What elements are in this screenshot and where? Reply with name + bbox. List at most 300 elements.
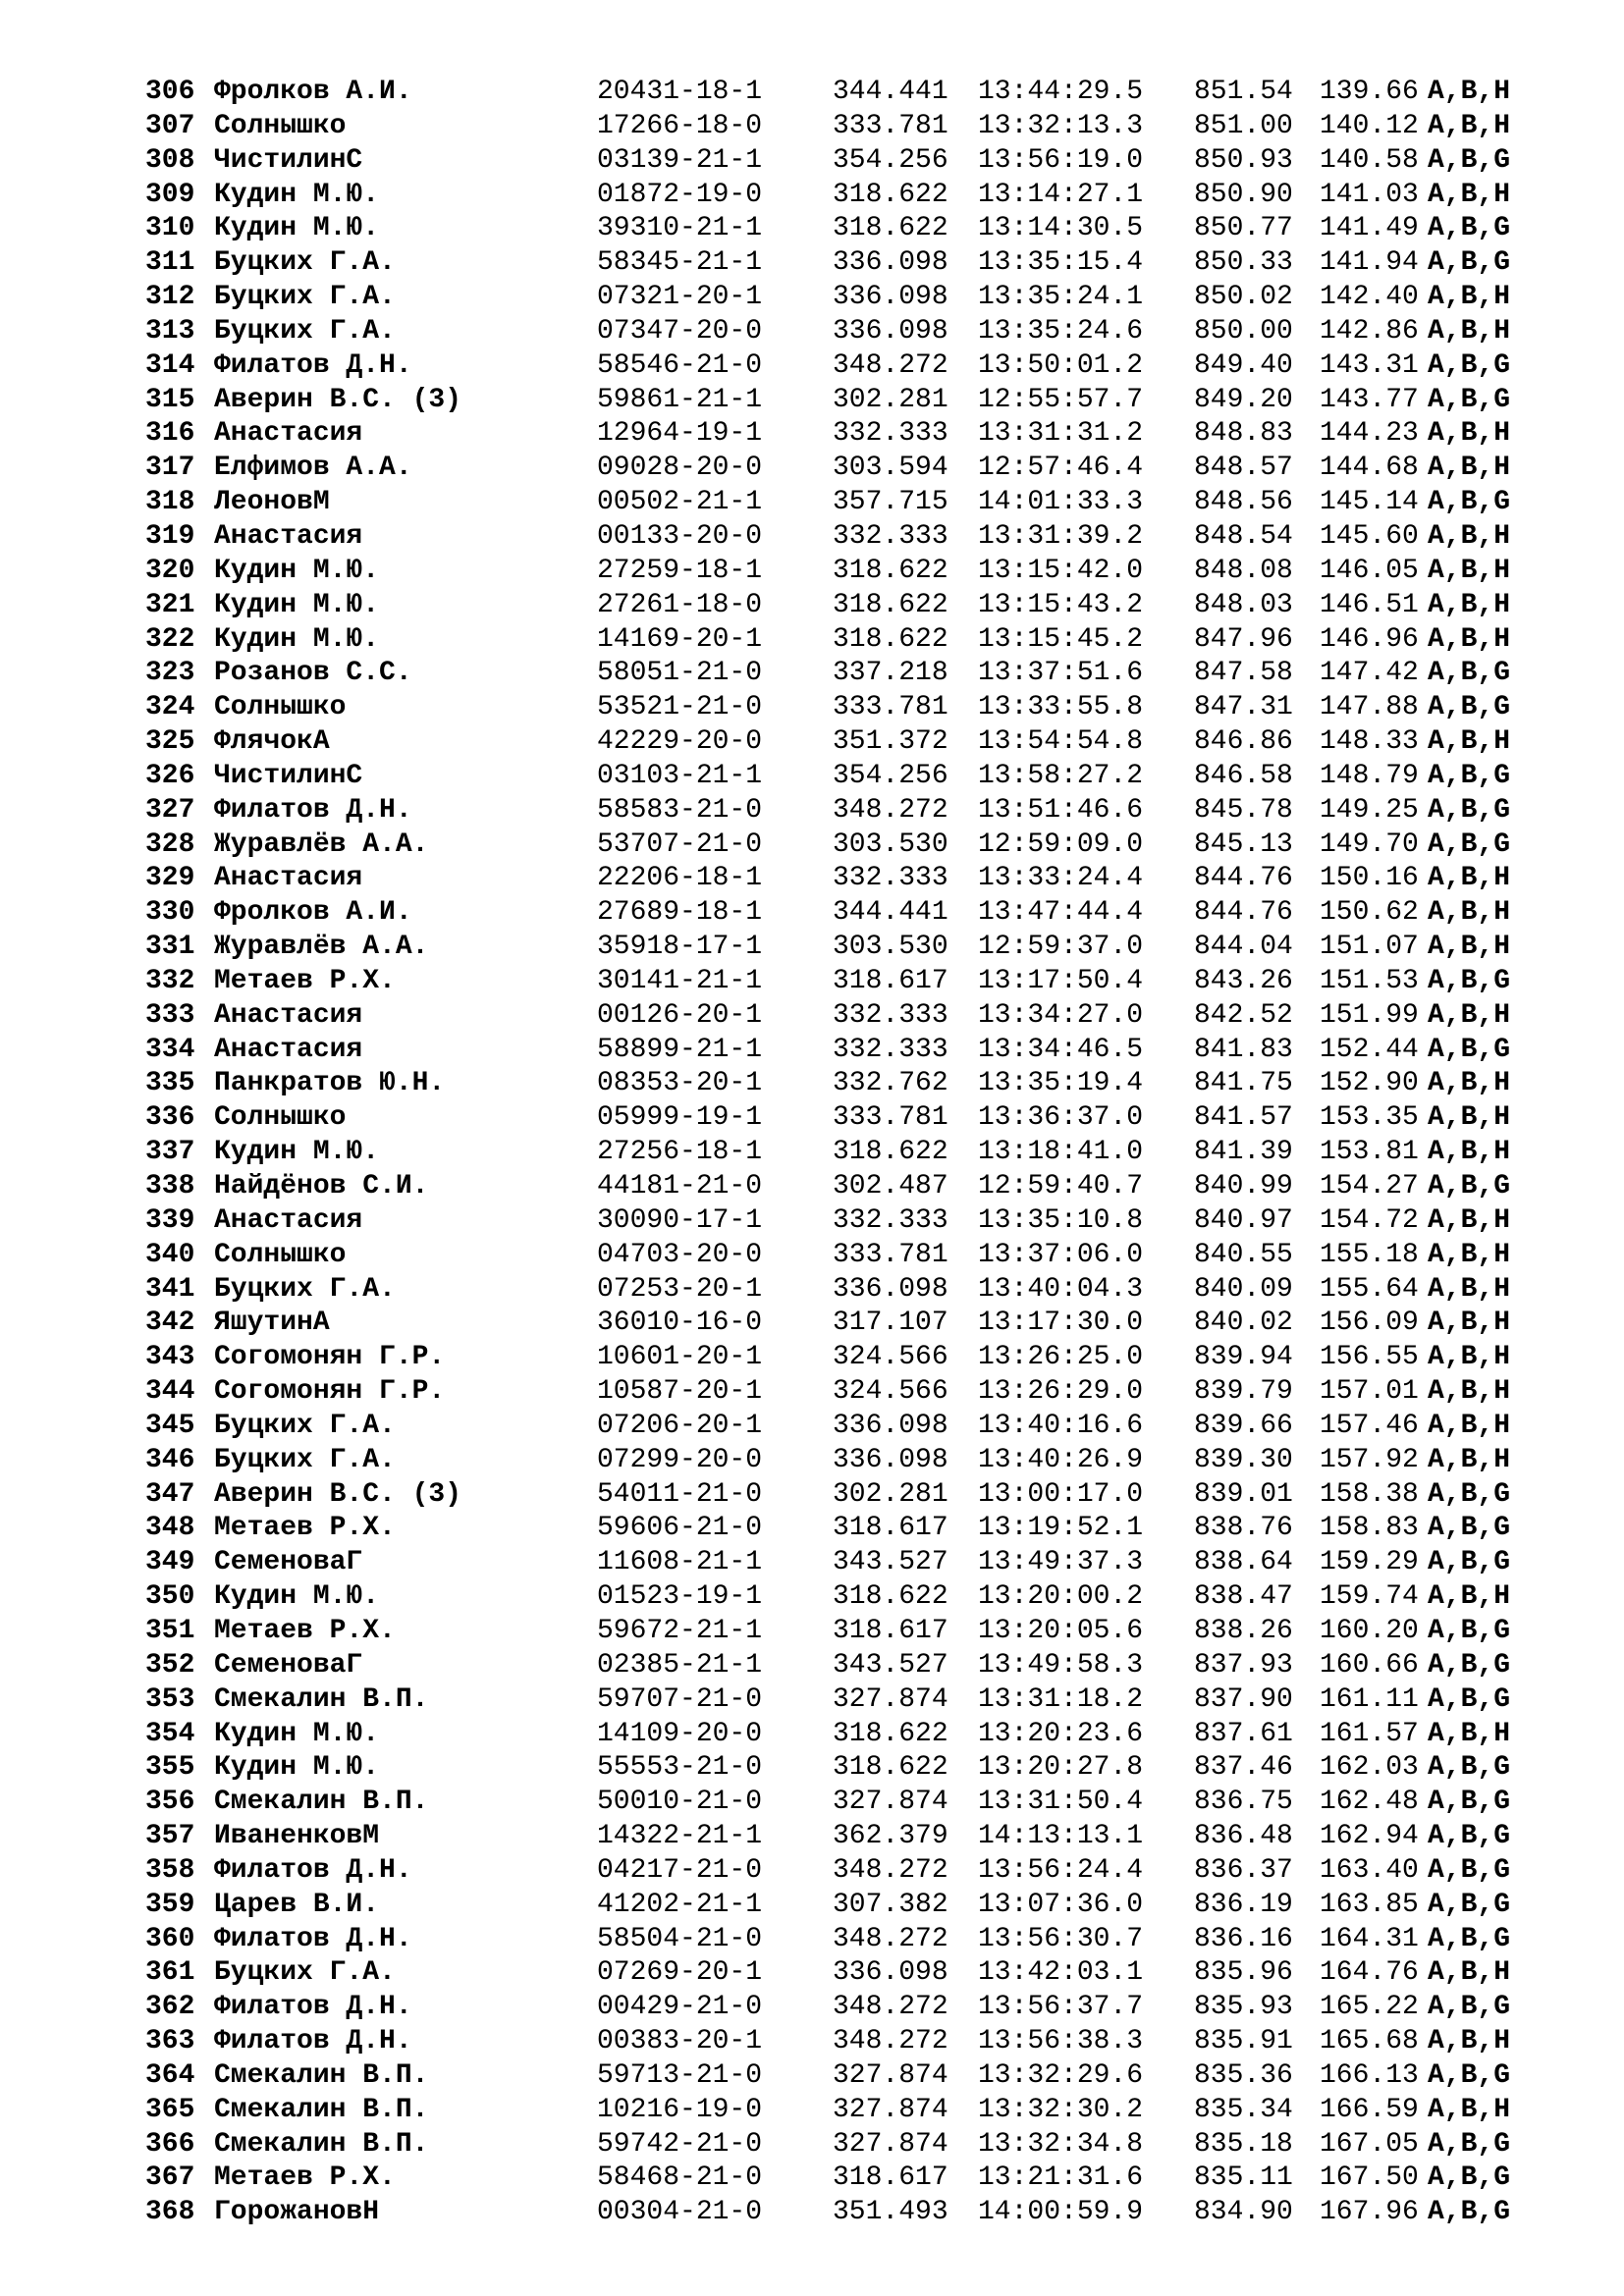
participant-name-cell: Смекалин В.П. [214,1683,429,1715]
table-row [145,1580,1579,1615]
points-cell: 152.90 [1320,1068,1419,1099]
categories-cell: A,B,G [1428,1787,1511,1818]
ring-number-cell: 17266-18-0 [597,110,763,141]
speed-cell: 836.19 [1194,1889,1293,1920]
points-cell: 150.62 [1320,897,1419,929]
arrival-time-cell: 13:17:50.4 [978,965,1144,996]
points-cell: 161.11 [1320,1683,1419,1715]
participant-name-cell: Солнышко [214,1239,347,1270]
speed-cell: 834.90 [1194,2197,1293,2228]
ring-number-cell: 44181-21-0 [597,1171,763,1201]
participant-name-cell: ЧистилинС [214,760,363,791]
participant-name-cell: Филатов Д.Н. [214,1854,412,1886]
place-number-cell: 308 [145,144,195,176]
distance-cell: 318.622 [833,555,948,586]
ring-number-cell: 27261-18-0 [597,589,763,620]
arrival-time-cell: 13:26:29.0 [978,1376,1144,1408]
speed-cell: 839.01 [1194,1478,1293,1510]
points-cell: 143.31 [1320,349,1419,381]
points-cell: 162.94 [1320,1821,1419,1852]
ring-number-cell: 22206-18-1 [597,863,763,894]
arrival-time-cell: 14:00:59.9 [978,2197,1144,2228]
ring-number-cell: 03139-21-1 [597,144,763,176]
categories-cell: A,B,H [1428,1068,1511,1099]
categories-cell: A,B,H [1428,1308,1511,1339]
categories-cell: A,B,H [1428,282,1511,313]
arrival-time-cell: 13:37:51.6 [978,658,1144,689]
ring-number-cell: 07269-20-1 [597,1957,763,1989]
arrival-time-cell: 13:00:17.0 [978,1478,1144,1510]
table-row [145,1273,1579,1308]
speed-cell: 850.77 [1194,213,1293,244]
speed-cell: 837.46 [1194,1752,1293,1784]
speed-cell: 838.76 [1194,1513,1293,1544]
points-cell: 155.18 [1320,1239,1419,1270]
table-row [145,2196,1579,2230]
categories-cell: A,B,H [1428,1239,1511,1270]
table-row [145,1341,1579,1375]
points-cell: 164.76 [1320,1957,1419,1989]
categories-cell: A,B,H [1428,110,1511,141]
speed-cell: 836.16 [1194,1923,1293,1954]
table-row [145,931,1579,965]
place-number-cell: 361 [145,1957,195,1989]
categories-cell: A,B,G [1428,828,1511,860]
table-row [145,2059,1579,2094]
ring-number-cell: 59742-21-0 [597,2128,763,2160]
distance-cell: 336.098 [833,247,948,279]
ring-number-cell: 55553-21-0 [597,1752,763,1784]
arrival-time-cell: 13:36:37.0 [978,1102,1144,1134]
distance-cell: 333.781 [833,1102,948,1134]
categories-cell: A,B,H [1428,1102,1511,1134]
speed-cell: 848.08 [1194,555,1293,586]
distance-cell: 336.098 [833,1444,948,1475]
ring-number-cell: 58546-21-0 [597,349,763,381]
ring-number-cell: 07253-20-1 [597,1273,763,1305]
categories-cell: A,B,H [1428,1204,1511,1236]
participant-name-cell: ФлячокА [214,726,330,758]
distance-cell: 332.333 [833,520,948,552]
place-number-cell: 309 [145,179,195,210]
distance-cell: 362.379 [833,1821,948,1852]
distance-cell: 303.594 [833,453,948,484]
table-row [145,246,1579,281]
arrival-time-cell: 13:20:00.2 [978,1581,1144,1613]
distance-cell: 318.622 [833,1752,948,1784]
participant-name-cell: Согомонян Г.Р. [214,1376,446,1408]
table-row [145,1170,1579,1204]
categories-cell: A,B,G [1428,247,1511,279]
participant-name-cell: Кудин М.Ю. [214,623,380,655]
speed-cell: 840.97 [1194,1204,1293,1236]
place-number-cell: 324 [145,692,195,723]
participant-name-cell: Буцких Г.А. [214,1273,396,1305]
distance-cell: 333.781 [833,1239,948,1270]
participant-name-cell: Фролков А.И. [214,897,412,929]
ring-number-cell: 35918-17-1 [597,932,763,963]
arrival-time-cell: 13:33:24.4 [978,863,1144,894]
table-row [145,384,1579,418]
arrival-time-cell: 13:32:29.6 [978,2059,1144,2091]
place-number-cell: 319 [145,520,195,552]
distance-cell: 337.218 [833,658,948,689]
place-number-cell: 307 [145,110,195,141]
ring-number-cell: 09028-20-0 [597,453,763,484]
points-cell: 144.23 [1320,418,1419,450]
arrival-time-cell: 13:56:30.7 [978,1923,1144,1954]
distance-cell: 332.333 [833,863,948,894]
points-cell: 151.53 [1320,965,1419,996]
ring-number-cell: 20431-18-1 [597,77,763,107]
arrival-time-cell: 13:15:45.2 [978,623,1144,655]
participant-name-cell: Аверин В.С. (3) [214,384,462,415]
arrival-time-cell: 13:26:25.0 [978,1342,1144,1373]
arrival-time-cell: 12:57:46.4 [978,453,1144,484]
place-number-cell: 352 [145,1649,195,1681]
ring-number-cell: 59707-21-0 [597,1683,763,1715]
arrival-time-cell: 13:37:06.0 [978,1239,1144,1270]
participant-name-cell: ЯшутинА [214,1308,330,1339]
participant-name-cell: Фролков А.И. [214,77,412,107]
table-row [145,623,1579,658]
speed-cell: 850.90 [1194,179,1293,210]
table-row [145,110,1579,144]
ring-number-cell: 30090-17-1 [597,1204,763,1236]
categories-cell: A,B,H [1428,2094,1511,2125]
table-row [145,1786,1579,1820]
categories-cell: A,B,H [1428,418,1511,450]
points-cell: 166.13 [1320,2059,1419,2091]
place-number-cell: 342 [145,1308,195,1339]
place-number-cell: 345 [145,1410,195,1441]
ring-number-cell: 00429-21-0 [597,1992,763,2023]
table-row [145,179,1579,213]
ring-number-cell: 07299-20-0 [597,1444,763,1475]
categories-cell: A,B,G [1428,487,1511,518]
points-cell: 158.83 [1320,1513,1419,1544]
arrival-time-cell: 12:59:09.0 [978,828,1144,860]
arrival-time-cell: 13:40:04.3 [978,1273,1144,1305]
table-row [145,1067,1579,1101]
distance-cell: 351.372 [833,726,948,758]
table-row [145,2162,1579,2196]
distance-cell: 333.781 [833,692,948,723]
ring-number-cell: 04217-21-0 [597,1854,763,1886]
place-number-cell: 341 [145,1273,195,1305]
participant-name-cell: Царев В.И. [214,1889,380,1920]
table-row [145,1718,1579,1752]
distance-cell: 354.256 [833,144,948,176]
points-cell: 167.05 [1320,2128,1419,2160]
participant-name-cell: Филатов Д.Н. [214,794,412,826]
ring-number-cell: 50010-21-0 [597,1787,763,1818]
table-row [145,1820,1579,1854]
participant-name-cell: Филатов Д.Н. [214,1992,412,2023]
place-number-cell: 355 [145,1752,195,1784]
place-number-cell: 347 [145,1478,195,1510]
distance-cell: 318.617 [833,1615,948,1646]
categories-cell: A,B,G [1428,760,1511,791]
categories-cell: A,B,G [1428,213,1511,244]
distance-cell: 327.874 [833,2059,948,2091]
speed-cell: 837.93 [1194,1649,1293,1681]
ring-number-cell: 42229-20-0 [597,726,763,758]
points-cell: 147.88 [1320,692,1419,723]
points-cell: 153.35 [1320,1102,1419,1134]
categories-cell: A,B,H [1428,1957,1511,1989]
categories-cell: A,B,G [1428,658,1511,689]
points-cell: 145.60 [1320,520,1419,552]
ring-number-cell: 27689-18-1 [597,897,763,929]
ring-number-cell: 10601-20-1 [597,1342,763,1373]
place-number-cell: 344 [145,1376,195,1408]
categories-cell: A,B,H [1428,520,1511,552]
speed-cell: 848.54 [1194,520,1293,552]
table-row [145,281,1579,315]
categories-cell: A,B,H [1428,179,1511,210]
distance-cell: 303.530 [833,932,948,963]
ring-number-cell: 59861-21-1 [597,384,763,415]
distance-cell: 327.874 [833,2128,948,2160]
speed-cell: 844.04 [1194,932,1293,963]
points-cell: 154.27 [1320,1171,1419,1201]
arrival-time-cell: 13:17:30.0 [978,1308,1144,1339]
distance-cell: 333.781 [833,110,948,141]
participant-name-cell: Кудин М.Ю. [214,1581,380,1613]
table-row [145,1991,1579,2025]
categories-cell: A,B,H [1428,726,1511,758]
speed-cell: 848.03 [1194,589,1293,620]
categories-cell: A,B,H [1428,1718,1511,1749]
categories-cell: A,B,H [1428,897,1511,929]
ring-number-cell: 08353-20-1 [597,1068,763,1099]
speed-cell: 838.47 [1194,1581,1293,1613]
points-cell: 144.68 [1320,453,1419,484]
points-cell: 163.85 [1320,1889,1419,1920]
speed-cell: 850.33 [1194,247,1293,279]
participant-name-cell: Буцких Г.А. [214,1410,396,1441]
participant-name-cell: Кудин М.Ю. [214,589,380,620]
speed-cell: 849.40 [1194,349,1293,381]
participant-name-cell: Кудин М.Ю. [214,1718,380,1749]
points-cell: 159.29 [1320,1547,1419,1578]
distance-cell: 344.441 [833,897,948,929]
ring-number-cell: 11608-21-1 [597,1547,763,1578]
place-number-cell: 368 [145,2197,195,2228]
categories-cell: A,B,G [1428,1854,1511,1886]
arrival-time-cell: 13:40:16.6 [978,1410,1144,1441]
distance-cell: 318.617 [833,1513,948,1544]
ring-number-cell: 14322-21-1 [597,1821,763,1852]
ring-number-cell: 41202-21-1 [597,1889,763,1920]
ring-number-cell: 39310-21-1 [597,213,763,244]
table-row [145,896,1579,931]
place-number-cell: 362 [145,1992,195,2023]
place-number-cell: 325 [145,726,195,758]
categories-cell: A,B,G [1428,965,1511,996]
categories-cell: A,B,G [1428,349,1511,381]
speed-cell: 841.75 [1194,1068,1293,1099]
table-row [145,349,1579,384]
arrival-time-cell: 13:56:19.0 [978,144,1144,176]
points-cell: 141.49 [1320,213,1419,244]
participant-name-cell: Найдёнов С.И. [214,1171,429,1201]
points-cell: 147.42 [1320,658,1419,689]
distance-cell: 348.272 [833,1854,948,1886]
participant-name-cell: Буцких Г.А. [214,282,396,313]
table-row [145,76,1579,110]
speed-cell: 847.31 [1194,692,1293,723]
table-row [145,1923,1579,1957]
table-row [145,1478,1579,1513]
place-number-cell: 313 [145,315,195,347]
table-row [145,1683,1579,1718]
arrival-time-cell: 12:59:37.0 [978,932,1144,963]
speed-cell: 836.37 [1194,1854,1293,1886]
speed-cell: 840.09 [1194,1273,1293,1305]
ring-number-cell: 10216-19-0 [597,2094,763,2125]
distance-cell: 336.098 [833,1410,948,1441]
participant-name-cell: Кудин М.Ю. [214,555,380,586]
arrival-time-cell: 12:55:57.7 [978,384,1144,415]
speed-cell: 840.55 [1194,1239,1293,1270]
distance-cell: 343.527 [833,1547,948,1578]
participant-name-cell: Филатов Д.Н. [214,2026,412,2057]
distance-cell: 332.333 [833,418,948,450]
arrival-time-cell: 13:14:27.1 [978,179,1144,210]
points-cell: 152.44 [1320,1034,1419,1065]
speed-cell: 835.36 [1194,2059,1293,2091]
table-row [145,1136,1579,1170]
participant-name-cell: Смекалин В.П. [214,2059,429,2091]
ring-number-cell: 14169-20-1 [597,623,763,655]
table-row [145,1512,1579,1546]
table-row [145,691,1579,725]
ring-number-cell: 30141-21-1 [597,965,763,996]
place-number-cell: 306 [145,77,195,107]
participant-name-cell: Солнышко [214,692,347,723]
points-cell: 162.48 [1320,1787,1419,1818]
arrival-time-cell: 13:35:19.4 [978,1068,1144,1099]
points-cell: 143.77 [1320,384,1419,415]
categories-cell: A,B,G [1428,1547,1511,1578]
ring-number-cell: 00133-20-0 [597,520,763,552]
speed-cell: 842.52 [1194,999,1293,1031]
points-cell: 156.09 [1320,1308,1419,1339]
points-cell: 142.86 [1320,315,1419,347]
points-cell: 161.57 [1320,1718,1419,1749]
arrival-time-cell: 13:20:23.6 [978,1718,1144,1749]
distance-cell: 348.272 [833,794,948,826]
place-number-cell: 349 [145,1547,195,1578]
participant-name-cell: Буцких Г.А. [214,1444,396,1475]
categories-cell: A,B,H [1428,2026,1511,2057]
speed-cell: 846.86 [1194,726,1293,758]
points-cell: 157.46 [1320,1410,1419,1441]
table-row [145,1854,1579,1889]
categories-cell: A,B,G [1428,1923,1511,1954]
points-cell: 167.96 [1320,2197,1419,2228]
table-row [145,1751,1579,1786]
categories-cell: A,B,H [1428,999,1511,1031]
speed-cell: 848.56 [1194,487,1293,518]
place-number-cell: 331 [145,932,195,963]
place-number-cell: 332 [145,965,195,996]
arrival-time-cell: 13:19:52.1 [978,1513,1144,1544]
points-cell: 151.07 [1320,932,1419,963]
speed-cell: 840.02 [1194,1308,1293,1339]
speed-cell: 841.83 [1194,1034,1293,1065]
points-cell: 157.01 [1320,1376,1419,1408]
place-number-cell: 343 [145,1342,195,1373]
distance-cell: 348.272 [833,2026,948,2057]
arrival-time-cell: 13:34:46.5 [978,1034,1144,1065]
speed-cell: 848.57 [1194,453,1293,484]
place-number-cell: 340 [145,1239,195,1270]
categories-cell: A,B,G [1428,692,1511,723]
categories-cell: A,B,H [1428,77,1511,107]
distance-cell: 332.333 [833,1204,948,1236]
distance-cell: 357.715 [833,487,948,518]
distance-cell: 302.487 [833,1171,948,1201]
ring-number-cell: 14109-20-0 [597,1718,763,1749]
categories-cell: A,B,H [1428,623,1511,655]
table-row [145,1889,1579,1923]
speed-cell: 841.39 [1194,1137,1293,1168]
distance-cell: 354.256 [833,760,948,791]
points-cell: 165.68 [1320,2026,1419,2057]
speed-cell: 835.91 [1194,2026,1293,2057]
participant-name-cell: ЧистилинС [214,144,363,176]
arrival-time-cell: 13:35:24.6 [978,315,1144,347]
participant-name-cell: Смекалин В.П. [214,2094,429,2125]
place-number-cell: 320 [145,555,195,586]
arrival-time-cell: 13:31:39.2 [978,520,1144,552]
table-row [145,2128,1579,2163]
place-number-cell: 327 [145,794,195,826]
participant-name-cell: Кудин М.Ю. [214,213,380,244]
distance-cell: 336.098 [833,1273,948,1305]
speed-cell: 851.54 [1194,77,1293,107]
ring-number-cell: 05999-19-1 [597,1102,763,1134]
speed-cell: 836.75 [1194,1787,1293,1818]
place-number-cell: 358 [145,1854,195,1886]
speed-cell: 845.13 [1194,828,1293,860]
arrival-time-cell: 13:31:50.4 [978,1787,1144,1818]
table-row [145,1546,1579,1580]
ring-number-cell: 58345-21-1 [597,247,763,279]
speed-cell: 850.93 [1194,144,1293,176]
points-cell: 146.05 [1320,555,1419,586]
participant-name-cell: Панкратов Ю.Н. [214,1068,446,1099]
points-cell: 160.20 [1320,1615,1419,1646]
speed-cell: 839.30 [1194,1444,1293,1475]
arrival-time-cell: 13:34:27.0 [978,999,1144,1031]
distance-cell: 318.617 [833,965,948,996]
categories-cell: A,B,G [1428,2163,1511,2194]
table-row [145,1615,1579,1649]
speed-cell: 839.94 [1194,1342,1293,1373]
speed-cell: 845.78 [1194,794,1293,826]
table-row [145,452,1579,486]
participant-name-cell: СеменоваГ [214,1547,363,1578]
points-cell: 160.66 [1320,1649,1419,1681]
distance-cell: 318.622 [833,213,948,244]
distance-cell: 303.530 [833,828,948,860]
arrival-time-cell: 13:49:58.3 [978,1649,1144,1681]
table-row [145,1410,1579,1444]
